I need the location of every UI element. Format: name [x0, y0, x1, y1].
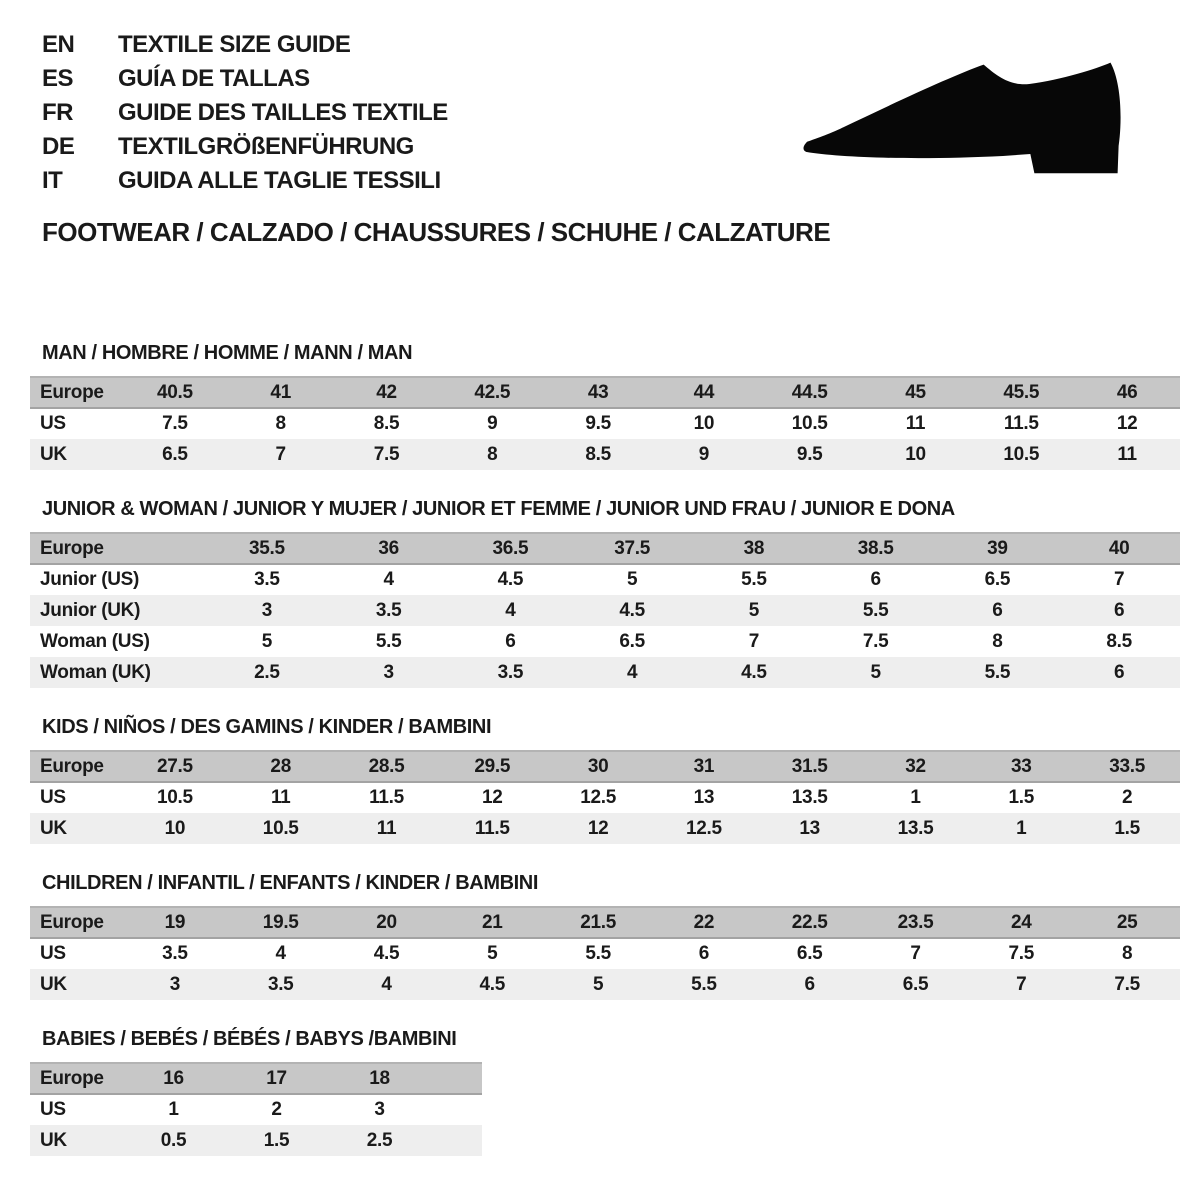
table-row-kids-us: [30, 782, 1180, 813]
size-value: 13.5: [897, 817, 934, 839]
row-label: Europe: [40, 537, 104, 559]
table-row-children-uk: [30, 969, 1180, 1000]
size-value: 6: [505, 630, 516, 652]
section-title-kids: KIDS / NIÑOS / DES GAMINS / KINDER / BAMBINI: [42, 716, 492, 738]
size-value: 12.5: [580, 787, 616, 808]
size-value: 2.5: [254, 661, 280, 683]
size-value: 12: [1116, 413, 1138, 434]
size-value: 44: [693, 381, 715, 403]
language-title-en: TEXTILE SIZE GUIDE: [118, 31, 351, 58]
size-value: 38.5: [857, 537, 894, 559]
size-value: 20: [376, 911, 397, 933]
size-value: 1: [1016, 817, 1027, 839]
size-value: 3.5: [267, 973, 294, 995]
size-value: 19.5: [262, 911, 299, 933]
language-title-it: GUIDA ALLE TAGLIE TESSILI: [118, 167, 441, 194]
size-value: 45.5: [1003, 381, 1040, 403]
size-value: 44.5: [791, 381, 828, 403]
size-value: 42.5: [474, 381, 511, 403]
size-value: 36.5: [492, 537, 529, 559]
size-value: 5: [626, 569, 638, 590]
language-code-en: EN: [42, 31, 75, 58]
size-value: 7.5: [162, 413, 188, 434]
size-section-children: [30, 872, 1180, 1000]
section-title-junior-woman: JUNIOR & WOMAN / JUNIOR Y MUJER / JUNIOR ET FEMME / JUNIOR UND FRAU / JUNIOR E DONA: [42, 498, 955, 520]
language-code-es: ES: [42, 65, 74, 92]
size-value: 28: [270, 755, 291, 777]
size-value: 18: [369, 1067, 390, 1089]
size-value: 2.5: [366, 1129, 393, 1151]
size-value: 10.5: [791, 413, 828, 434]
category-title: FOOTWEAR / CALZADO / CHAUSSURES / SCHUHE / CALZATURE: [42, 217, 831, 247]
language-legend: [42, 28, 448, 198]
filler-cell: [431, 1125, 482, 1156]
size-value: 7: [910, 943, 921, 964]
size-value: 25: [1116, 911, 1138, 933]
size-value: 5.5: [862, 599, 889, 621]
size-value: 35.5: [248, 537, 285, 559]
size-value: 19: [164, 911, 186, 933]
size-value: 3.5: [254, 569, 280, 590]
size-value: 5.5: [585, 943, 611, 964]
size-section-man: [30, 342, 1180, 470]
size-value: 5: [592, 973, 604, 995]
size-value: 9: [487, 413, 498, 434]
size-value: 7.5: [1114, 973, 1140, 995]
size-value: 10: [164, 817, 186, 839]
size-value: 12: [587, 817, 609, 839]
size-value: 7: [275, 443, 286, 465]
row-label: UK: [40, 443, 67, 465]
size-table-kids: [30, 750, 1180, 844]
size-value: 10.5: [157, 787, 193, 808]
size-value: 1.5: [1008, 787, 1035, 808]
row-label: Europe: [40, 755, 104, 777]
row-label: US: [40, 1099, 66, 1120]
size-value: 4.5: [619, 599, 645, 621]
size-value: 11.5: [1003, 413, 1039, 434]
size-value: 6: [698, 943, 710, 964]
size-value: 22.5: [791, 911, 828, 933]
size-value: 17: [266, 1067, 287, 1089]
table-row-babies-uk: [30, 1125, 482, 1156]
size-value: 6.5: [162, 443, 188, 465]
size-value: 8.5: [585, 443, 611, 465]
size-value: 12.5: [685, 817, 722, 839]
size-value: 36: [378, 537, 399, 559]
table-row-man-us: [30, 408, 1180, 439]
size-value: 10.5: [1003, 443, 1040, 465]
size-table-junior-woman: [30, 532, 1180, 688]
filler-cell: [431, 1063, 482, 1094]
size-value: 33: [1011, 755, 1032, 777]
size-value: 7: [1113, 569, 1125, 590]
size-value: 11.5: [369, 787, 404, 808]
size-value: 9.5: [585, 413, 611, 434]
row-label: UK: [40, 1129, 67, 1151]
size-value: 9: [698, 443, 710, 465]
size-value: 24: [1011, 911, 1032, 933]
size-value: 6: [1113, 599, 1125, 621]
size-value: 23.5: [897, 911, 934, 933]
table-row-babies-europe: [30, 1063, 482, 1094]
filler-cell: [431, 1094, 482, 1125]
size-value: 46: [1116, 381, 1138, 403]
size-value: 5.5: [741, 569, 767, 590]
row-label: Woman (UK): [40, 661, 151, 683]
language-code-fr: FR: [42, 99, 73, 126]
size-value: 27.5: [157, 755, 193, 777]
language-title-fr: GUIDE DES TAILLES TEXTILE: [118, 99, 448, 126]
size-section-babies: [30, 1028, 1180, 1156]
row-label: UK: [40, 817, 67, 839]
size-value: 6: [804, 973, 815, 995]
size-value: 11: [376, 817, 397, 839]
table-row-junior-woman-woman-us: [30, 626, 1180, 657]
size-value: 3: [261, 599, 273, 621]
language-title-de: TEXTILGRÖßENFÜHRUNG: [118, 133, 414, 160]
language-title-es: GUÍA DE TALLAS: [118, 65, 310, 92]
size-value: 3.5: [497, 661, 524, 683]
size-value: 4: [383, 569, 394, 590]
table-row-kids-europe: [30, 751, 1180, 782]
size-value: 5: [261, 630, 273, 652]
size-value: 6: [870, 569, 881, 590]
table-row-junior-woman-junior-uk: [30, 595, 1180, 626]
size-value: 5: [748, 599, 760, 621]
table-row-junior-woman-junior-us: [30, 564, 1180, 595]
size-value: 32: [905, 755, 926, 777]
size-value: 41: [270, 381, 291, 403]
size-value: 13: [693, 787, 715, 808]
size-value: 2: [271, 1099, 282, 1120]
size-value: 3: [383, 661, 394, 683]
row-label: US: [40, 787, 66, 808]
size-value: 2: [1121, 787, 1133, 808]
size-value: 40.5: [157, 381, 193, 403]
size-value: 40: [1108, 537, 1130, 559]
row-label: Junior (UK): [40, 599, 141, 621]
size-value: 33.5: [1109, 755, 1145, 777]
size-value: 37.5: [614, 537, 651, 559]
size-value: 38: [743, 537, 765, 559]
size-value: 4: [626, 661, 638, 683]
size-value: 42: [376, 381, 397, 403]
size-value: 11.5: [474, 817, 510, 839]
size-value: 4.5: [373, 943, 400, 964]
size-value: 10: [693, 413, 715, 434]
size-value: 5: [487, 943, 498, 964]
table-row-children-us: [30, 938, 1180, 969]
size-table-man: [30, 376, 1180, 470]
size-value: 4: [381, 973, 392, 995]
section-title-children: CHILDREN / INFANTIL / ENFANTS / KINDER / BAMBINI: [42, 872, 538, 894]
size-value: 1.5: [263, 1129, 290, 1151]
size-value: 6.5: [796, 943, 823, 964]
size-value: 21.5: [580, 911, 616, 933]
size-value: 6.5: [902, 973, 929, 995]
table-row-man-europe: [30, 377, 1180, 408]
size-value: 4.5: [479, 973, 506, 995]
section-title-man: MAN / HOMBRE / HOMME / MANN / MAN: [42, 342, 413, 364]
language-code-it: IT: [42, 167, 63, 194]
size-value: 5.5: [691, 973, 717, 995]
size-value: 8: [487, 443, 498, 465]
size-value: 28.5: [368, 755, 405, 777]
size-value: 6: [992, 599, 1003, 621]
size-section-kids: [30, 716, 1180, 844]
size-value: 8: [275, 413, 286, 434]
size-value: 5.5: [984, 661, 1011, 683]
size-value: 11: [270, 787, 291, 808]
table-row-junior-woman-woman-uk: [30, 657, 1180, 688]
size-value: 8: [1121, 943, 1133, 964]
language-code-de: DE: [42, 133, 75, 160]
size-section-junior-woman: [30, 498, 1180, 688]
row-label: Junior (US): [40, 569, 140, 590]
size-value: 5.5: [375, 630, 402, 652]
size-value: 1.5: [1114, 817, 1140, 839]
size-value: 7: [748, 630, 760, 652]
size-table-babies: [30, 1062, 482, 1156]
size-value: 13.5: [791, 787, 828, 808]
size-value: 8: [992, 630, 1003, 652]
size-value: 4: [505, 599, 516, 621]
size-value: 45: [905, 381, 926, 403]
table-row-babies-us: [30, 1094, 482, 1125]
size-value: 21: [482, 911, 503, 933]
row-label: Europe: [40, 381, 104, 403]
size-value: 13: [799, 817, 820, 839]
table-row-kids-uk: [30, 813, 1180, 844]
size-value: 9.5: [796, 443, 823, 465]
size-value: 39: [987, 537, 1008, 559]
size-value: 31: [693, 755, 715, 777]
size-value: 4: [275, 943, 286, 964]
size-value: 29.5: [474, 755, 511, 777]
size-value: 22: [693, 911, 715, 933]
size-value: 3: [374, 1099, 385, 1120]
table-row-man-uk: [30, 439, 1180, 470]
row-label: US: [40, 943, 66, 964]
size-tables: [30, 342, 1180, 1156]
size-value: 43: [587, 381, 609, 403]
row-label: US: [40, 413, 66, 434]
size-value: 30: [587, 755, 609, 777]
row-label: Europe: [40, 1067, 104, 1089]
size-value: 31.5: [791, 755, 828, 777]
size-value: 3: [169, 973, 181, 995]
size-value: 1: [910, 787, 921, 808]
size-value: 7.5: [1008, 943, 1035, 964]
table-row-children-europe: [30, 907, 1180, 938]
size-value: 6.5: [984, 569, 1011, 590]
size-value: 7.5: [862, 630, 889, 652]
size-value: 4.5: [741, 661, 767, 683]
size-value: 7: [1016, 973, 1027, 995]
size-value: 7.5: [373, 443, 400, 465]
shoe-icon: [800, 52, 1145, 192]
size-table-children: [30, 906, 1180, 1000]
size-value: 11: [905, 413, 926, 434]
section-title-babies: BABIES / BEBÉS / BÉBÉS / BABYS /BAMBINI: [42, 1028, 457, 1050]
size-value: 6: [1113, 661, 1125, 683]
size-value: 0.5: [160, 1129, 187, 1151]
size-value: 10.5: [262, 817, 299, 839]
size-value: 16: [163, 1067, 184, 1089]
table-row-junior-woman-europe: [30, 533, 1180, 564]
row-label: Europe: [40, 911, 104, 933]
size-value: 10: [905, 443, 926, 465]
row-label: Woman (US): [40, 630, 150, 652]
size-value: 12: [482, 787, 503, 808]
size-value: 4.5: [497, 569, 524, 590]
size-value: 3.5: [375, 599, 402, 621]
size-value: 5: [870, 661, 881, 683]
row-label: UK: [40, 973, 67, 995]
size-value: 11: [1117, 443, 1137, 465]
size-value: 1: [168, 1099, 179, 1120]
size-value: 3.5: [162, 943, 188, 964]
size-value: 6.5: [619, 630, 645, 652]
size-value: 8.5: [373, 413, 400, 434]
size-value: 8.5: [1106, 630, 1132, 652]
